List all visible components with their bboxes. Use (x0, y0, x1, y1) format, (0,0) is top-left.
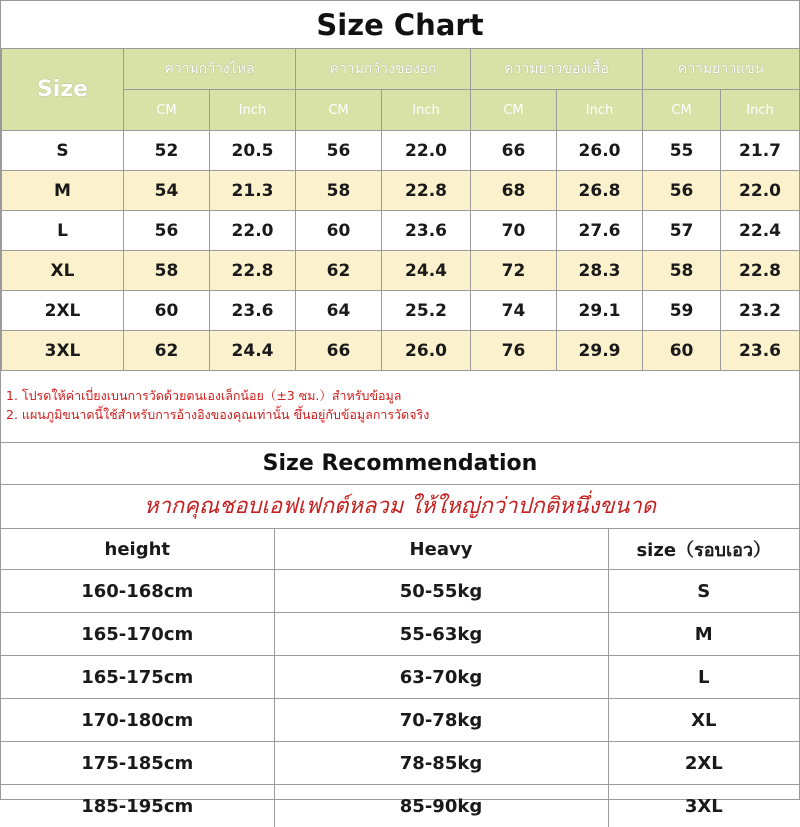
measurement-cell: 62 (296, 251, 382, 291)
unit-header: Inch (210, 90, 296, 131)
measurement-cell: 23.6 (210, 291, 296, 331)
size-label: 3XL (2, 331, 124, 371)
rec-header-weight: Heavy (274, 529, 608, 570)
measurement-cell: 24.4 (382, 251, 471, 291)
size-row (2, 171, 800, 211)
measurement-cell: 76 (471, 331, 557, 371)
measurement-cell: 26.0 (557, 131, 643, 171)
rec-header-size: size（รอบเอว） (608, 529, 799, 570)
measurement-cell: 56 (643, 171, 721, 211)
recommendation-row (1, 570, 799, 613)
measurement-cell: 57 (643, 211, 721, 251)
measurement-cell: 22.4 (721, 211, 800, 251)
measurement-cell: 58 (124, 251, 210, 291)
rec-height-cell: 185-195cm (1, 785, 274, 827)
rec-weight-cell: 50-55kg (274, 570, 608, 613)
unit-header: Inch (557, 90, 643, 131)
note-line: 2. แผนภูมิขนาดนี้ใช้สำหรับการอ้างอิงของคุณเท่านั้น ขึ้นอยู่กับข้อมูลการวัดจริง (6, 405, 786, 424)
group-header-shoulder: ความกว้างไหล่ (124, 49, 296, 90)
size-chart-table (1, 48, 800, 371)
measurement-cell: 66 (296, 331, 382, 371)
rec-size-cell: M (608, 613, 799, 656)
rec-weight-cell: 55-63kg (274, 613, 608, 656)
rec-height-cell: 170-180cm (1, 699, 274, 742)
rec-size-cell: 2XL (608, 742, 799, 785)
measurement-notes (6, 386, 786, 424)
measurement-cell: 22.8 (382, 171, 471, 211)
measurement-cell: 58 (296, 171, 382, 211)
size-label: XL (2, 251, 124, 291)
unit-header: Inch (382, 90, 471, 131)
group-header-sleeve: ความยาวแขน (643, 49, 800, 90)
page-title: Size Chart (0, 0, 800, 48)
rec-weight-cell: 78-85kg (274, 742, 608, 785)
measurement-cell: 56 (124, 211, 210, 251)
size-label: L (2, 211, 124, 251)
measurement-cell: 21.3 (210, 171, 296, 211)
rec-size-cell: S (608, 570, 799, 613)
measurement-cell: 66 (471, 131, 557, 171)
rec-weight-cell: 63-70kg (274, 656, 608, 699)
recommendation-row (1, 613, 799, 656)
recommendation-row (1, 656, 799, 699)
size-row (2, 291, 800, 331)
size-row (2, 211, 800, 251)
measurement-cell: 20.5 (210, 131, 296, 171)
note-line: 1. โปรดให้ค่าเบี่ยงเบนการวัดด้วยตนเองเล็กน้อย（±3 ซม.）สำหรับข้อมูล (6, 386, 786, 405)
group-header-length: ความยาวของเสื้อ (471, 49, 643, 90)
measurement-cell: 23.6 (721, 331, 800, 371)
rec-weight-cell: 70-78kg (274, 699, 608, 742)
rec-height-cell: 165-170cm (1, 613, 274, 656)
measurement-cell: 62 (124, 331, 210, 371)
unit-header: Inch (721, 90, 800, 131)
measurement-cell: 23.6 (382, 211, 471, 251)
measurement-cell: 29.1 (557, 291, 643, 331)
recommendation-table (1, 528, 799, 827)
measurement-cell: 22.0 (382, 131, 471, 171)
measurement-cell: 58 (643, 251, 721, 291)
measurement-cell: 74 (471, 291, 557, 331)
measurement-cell: 25.2 (382, 291, 471, 331)
measurement-cell: 64 (296, 291, 382, 331)
rec-height-cell: 165-175cm (1, 656, 274, 699)
rec-header-height: height (1, 529, 274, 570)
measurement-cell: 55 (643, 131, 721, 171)
measurement-cell: 60 (124, 291, 210, 331)
measurement-cell: 22.0 (210, 211, 296, 251)
measurement-cell: 22.0 (721, 171, 800, 211)
measurement-cell: 56 (296, 131, 382, 171)
rec-height-cell: 160-168cm (1, 570, 274, 613)
rec-size-cell: 3XL (608, 785, 799, 827)
measurement-cell: 28.3 (557, 251, 643, 291)
measurement-cell: 60 (643, 331, 721, 371)
unit-header: CM (296, 90, 382, 131)
measurement-cell: 60 (296, 211, 382, 251)
measurement-cell: 26.8 (557, 171, 643, 211)
measurement-cell: 54 (124, 171, 210, 211)
measurement-cell: 70 (471, 211, 557, 251)
rec-height-cell: 175-185cm (1, 742, 274, 785)
measurement-cell: 27.6 (557, 211, 643, 251)
recommendation-title: Size Recommendation (0, 442, 800, 483)
recommendation-row (1, 699, 799, 742)
measurement-cell: 72 (471, 251, 557, 291)
measurement-cell: 29.9 (557, 331, 643, 371)
rec-size-cell: L (608, 656, 799, 699)
measurement-cell: 21.7 (721, 131, 800, 171)
unit-header: CM (643, 90, 721, 131)
measurement-cell: 26.0 (382, 331, 471, 371)
rec-size-cell: XL (608, 699, 799, 742)
measurement-cell: 22.8 (210, 251, 296, 291)
size-label: 2XL (2, 291, 124, 331)
recommendation-row (1, 742, 799, 785)
size-label: M (2, 171, 124, 211)
group-header-chest: ความกว้างของอก (296, 49, 471, 90)
measurement-cell: 24.4 (210, 331, 296, 371)
size-row (2, 131, 800, 171)
measurement-cell: 22.8 (721, 251, 800, 291)
unit-header: CM (124, 90, 210, 131)
measurement-cell: 23.2 (721, 291, 800, 331)
size-label: S (2, 131, 124, 171)
size-column-header: Size (2, 49, 124, 131)
measurement-cell: 68 (471, 171, 557, 211)
measurement-cell: 59 (643, 291, 721, 331)
recommendation-warning: หากคุณชอบเอฟเฟกต์หลวม ให้ใหญ่กว่าปกติหนึ่งขนาด (0, 484, 800, 529)
measurement-cell: 52 (124, 131, 210, 171)
unit-header: CM (471, 90, 557, 131)
size-row (2, 331, 800, 371)
size-row (2, 251, 800, 291)
rec-weight-cell: 85-90kg (274, 785, 608, 827)
recommendation-row (1, 785, 799, 827)
